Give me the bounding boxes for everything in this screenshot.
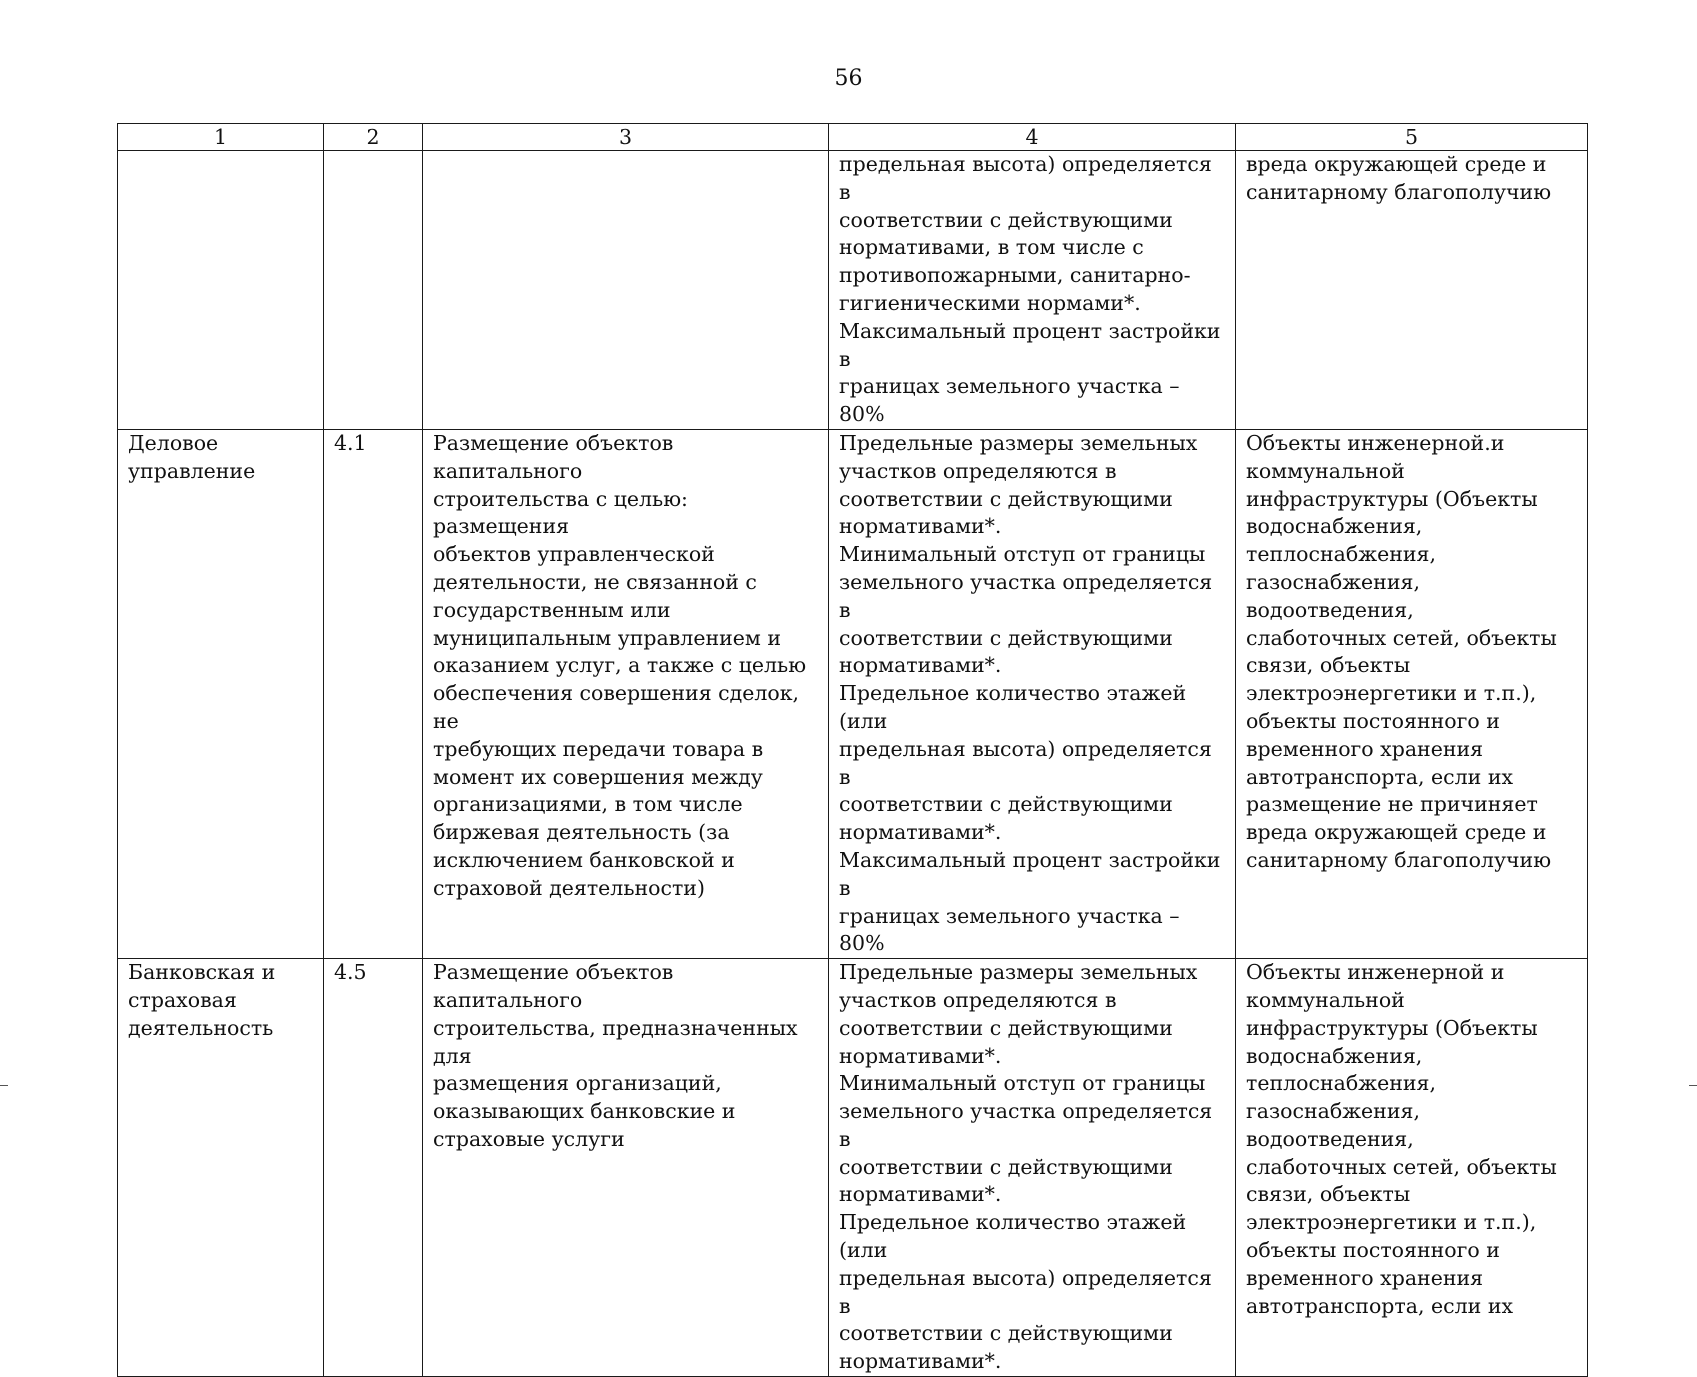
cell-use-description: Размещение объектов капитального строительства с целью: размещения объектов управленческой деятельности, не связанной с государственным или муниципальным управлением и оказанием услуг, а также с целью обеспечения совершения сделок, не требующих передачи товара в момент их совершения между организациями, в том числе биржевая деятельность (за исключением банковской и страховой деятельности) [423, 429, 829, 958]
cell-auxiliary-uses: Объекты инженерной и коммунальной инфраструктуры (Объекты водоснабжения, теплоснабжения, газоснабжения, водоотведения, слаботочных сетей, объекты связи, объекты электроэнергетики и т.п.), объекты постоянного и временного хранения автотранспорта, если их [1236, 959, 1588, 1377]
page-number: 56 [834, 66, 863, 91]
land-use-table [117, 123, 1588, 1377]
cell-parameters: предельная высота) определяется в соответствии с действующими нормативами, в том числе с противопожарными, санитарно- гигиеническими нормами*. Максимальный процент застройки в границах земельного участка – 80% [829, 151, 1236, 430]
column-header-1: 1 [118, 124, 324, 151]
cell-parameters: Предельные размеры земельных участков определяются в соответствии с действующими нормативами*. Минимальный отступ от границы земельного участка определяется в соответствии с действующими нормативами*. Предельное количество этажей (или предельная высота) определяется в соответствии с действующими нормативами*. [829, 959, 1236, 1377]
table-row-business-management [118, 429, 1588, 958]
cell-use-description [423, 151, 829, 430]
column-header-5: 5 [1236, 124, 1588, 151]
cell-use-name: Банковская и страховая деятельность [118, 959, 324, 1377]
column-header-4: 4 [829, 124, 1236, 151]
cell-auxiliary-uses: Объекты инженерной.и коммунальной инфраструктуры (Объекты водоснабжения, теплоснабжения, газоснабжения, водоотведения, слаботочных сетей, объекты связи, объекты электроэнергетики и т.п.), объекты постоянного и временного хранения автотранспорта, если их размещение не причиняет вреда окружающей среде и санитарному благополучию [1236, 429, 1588, 958]
scan-edge-mark-left [0, 1085, 8, 1086]
table-row-banking-insurance [118, 959, 1588, 1377]
table-row-continuation [118, 151, 1588, 430]
cell-auxiliary-uses: вреда окружающей среде и санитарному благополучию [1236, 151, 1588, 430]
cell-use-description: Размещение объектов капитального строительства, предназначенных для размещения организаций, оказывающих банковские и страховые услуги [423, 959, 829, 1377]
table-header-row [118, 124, 1588, 151]
column-header-2: 2 [324, 124, 423, 151]
cell-use-code [324, 151, 423, 430]
cell-use-code: 4.5 [324, 959, 423, 1377]
column-header-3: 3 [423, 124, 829, 151]
cell-use-code: 4.1 [324, 429, 423, 958]
scan-edge-mark-right [1689, 1085, 1697, 1086]
cell-parameters: Предельные размеры земельных участков определяются в соответствии с действующими нормативами*. Минимальный отступ от границы земельного участка определяется в соответствии с действующими нормативами*. Предельное количество этажей (или предельная высота) определяется в соответствии с действующими нормативами*. Максимальный процент застройки в границах земельного участка – 80% [829, 429, 1236, 958]
cell-use-name [118, 151, 324, 430]
cell-use-name: Деловое управление [118, 429, 324, 958]
